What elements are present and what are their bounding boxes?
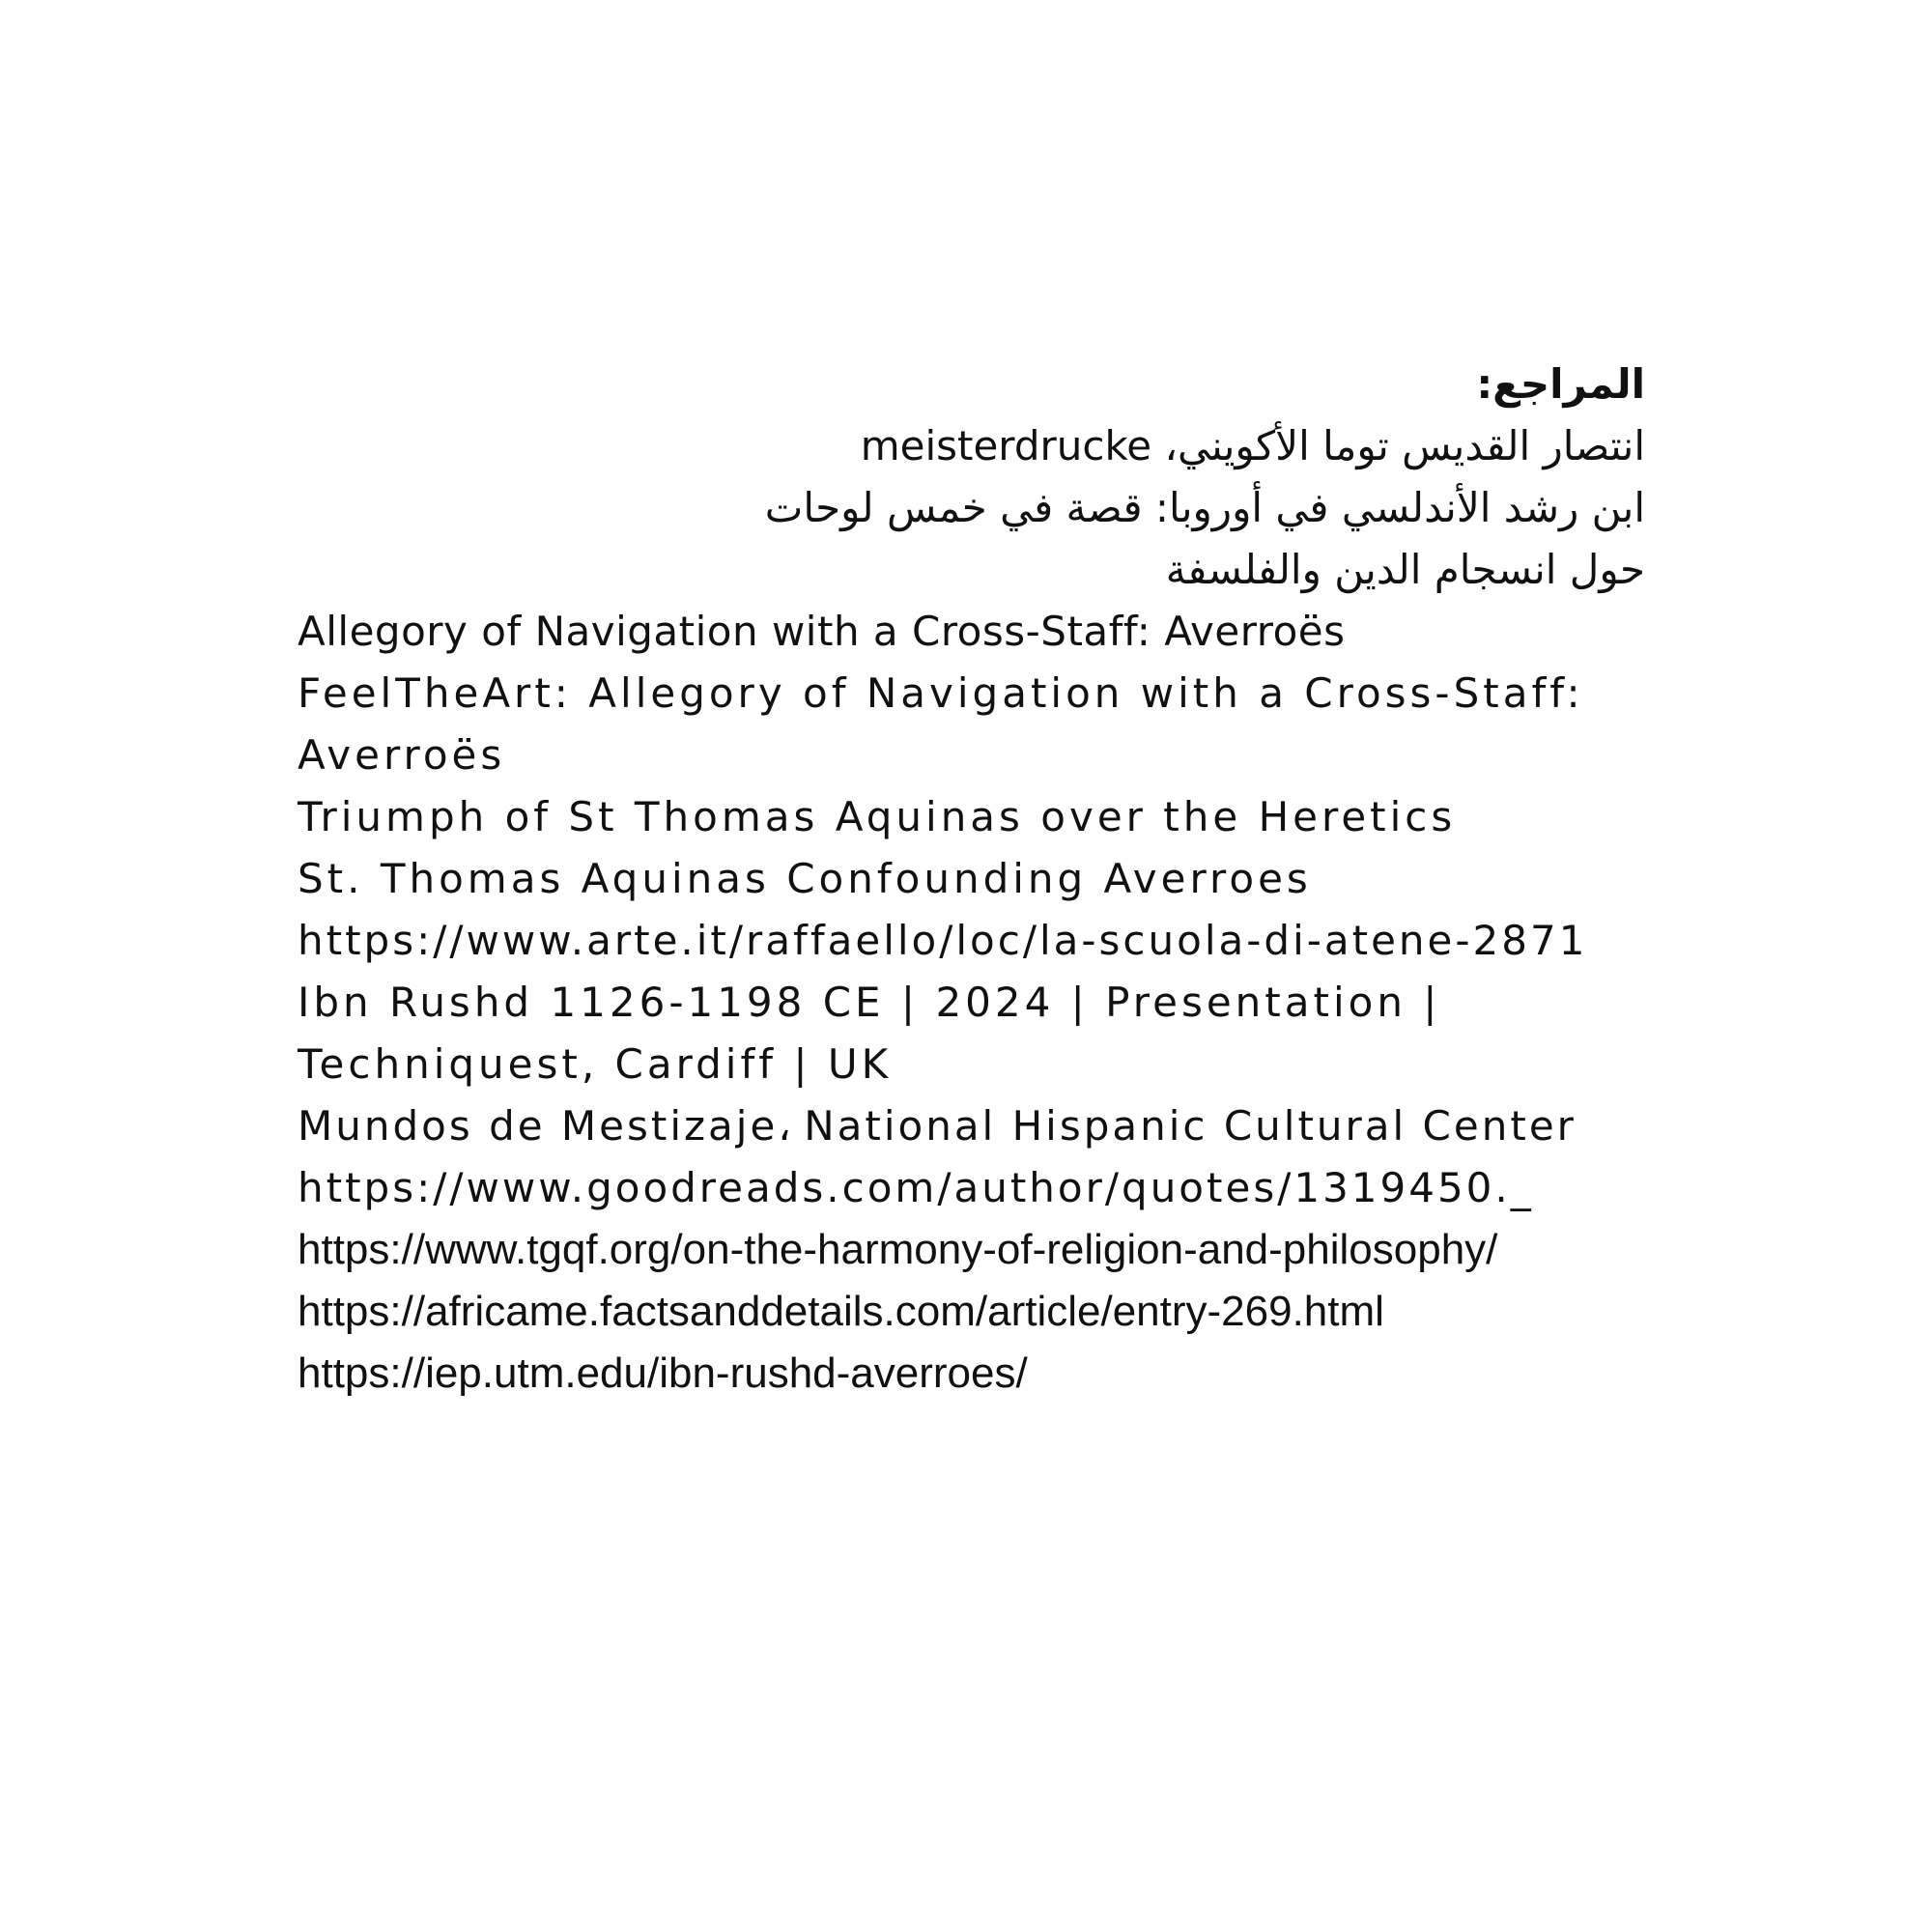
english-reference-link[interactable]: https://www.goodreads.com/author/quotes/1319450._ — [298, 1164, 1534, 1211]
english-reference-item: Triumph of St Thomas Aquinas over the Heretics — [298, 793, 1457, 840]
english-reference-item: Mundos de Mestizaje، National Hispanic Cultural Center — [298, 1102, 1577, 1150]
arabic-reference-item: حول انسجام الدين والفلسفة — [1165, 546, 1645, 593]
english-reference-item: Ibn Rushd 1126-1198 CE | 2024 | Presentation | Techniquest, Cardiff | UK — [298, 979, 1441, 1088]
arabic-reference-item: ابن رشد الأندلسي في أوروبا: قصة في خمس لوحات — [764, 484, 1645, 531]
references-section — [298, 354, 1645, 1405]
references-heading: المراجع: — [1476, 360, 1645, 408]
arabic-references — [298, 354, 1645, 601]
english-reference-item: FeelTheArt: Allegory of Navigation with a Cross-Staff: Averroës — [298, 669, 1584, 779]
english-reference-link[interactable]: https://iep.utm.edu/ibn-rushd-averroes/ — [298, 1350, 1028, 1397]
english-reference-link[interactable]: https://www.tgqf.org/on-the-harmony-of-religion-and-philosophy/ — [298, 1226, 1498, 1273]
english-reference-item: St. Thomas Aquinas Confounding Averroes — [298, 855, 1312, 902]
arabic-reference-item: انتصار القديس توما الأكويني، meisterdrucke — [860, 422, 1645, 469]
english-reference-link[interactable]: https://www.arte.it/raffaello/loc/la-scuola-di-atene-2871 — [298, 917, 1588, 964]
english-reference-link[interactable]: https://africame.factsanddetails.com/article/entry-269.html — [298, 1288, 1384, 1335]
english-reference-item: Allegory of Navigation with a Cross-Staff: Averroës — [298, 608, 1346, 655]
